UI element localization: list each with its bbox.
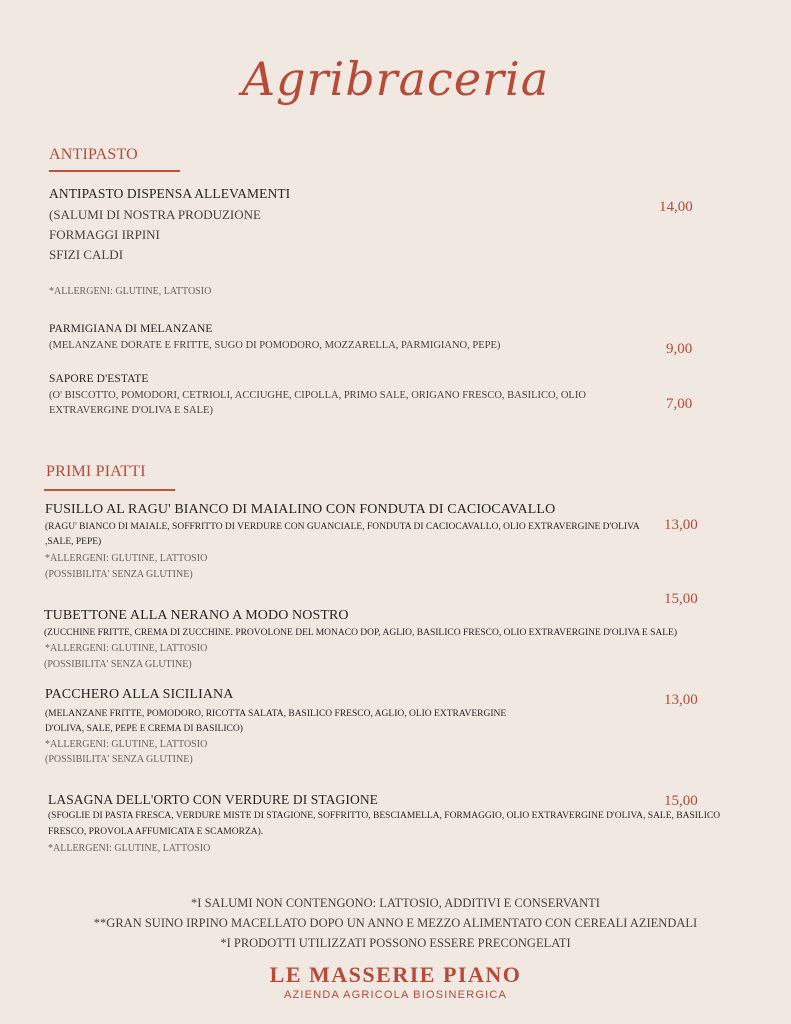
dish-price: 15,00 bbox=[664, 793, 698, 809]
dish-description: FORMAGGI IRPINI bbox=[49, 227, 160, 242]
dish-description: (MELANZANE DORATE E FRITTE, SUGO DI POMODORO, MOZZARELLA, PARMIGIANO, PEPE) bbox=[49, 340, 501, 351]
section-heading-antipasto: ANTIPASTO bbox=[49, 146, 138, 163]
dish-name: PARMIGIANA DI MELANZANE bbox=[49, 323, 213, 335]
dish-description: (SALUMI DI NOSTRA PRODUZIONE bbox=[49, 207, 261, 222]
section-divider bbox=[49, 170, 180, 172]
dish-allergens: *ALLERGENI: GLUTINE, LATTOSIO bbox=[45, 739, 208, 750]
dish-description: (SFOGLIE DI PASTA FRESCA, VERDURE MISTE DI STAGIONE, SOFFRITTO, BESCIAMELLA, FORMAGGIO, OLIO EXTRAVERGINE D'OLIVA, SALE, BASILICO bbox=[48, 811, 721, 821]
dish-description: FRESCO, PROVOLA AFFUMICATA E SCAMORZA). bbox=[48, 827, 264, 837]
dish-allergens: *ALLERGENI: GLUTINE, LATTOSIO bbox=[45, 553, 208, 564]
dish-description: (RAGU' BIANCO DI MAIALE, SOFFRITTO DI VERDURE CON GUANCIALE, FONDUTA DI CACIOCAVALLO, OLIO EXTRAVERGINE D'OLIVA bbox=[45, 522, 640, 532]
dish-name: SAPORE D'ESTATE bbox=[49, 373, 149, 385]
dish-description: SFIZI CALDI bbox=[49, 247, 124, 262]
dish-name: ANTIPASTO DISPENSA ALLEVAMENTI bbox=[49, 186, 291, 201]
dish-description: EXTRAVERGINE D'OLIVA E SALE) bbox=[49, 405, 213, 416]
dish-price: 15,00 bbox=[664, 591, 698, 607]
section-heading-primi: PRIMI PIATTI bbox=[46, 463, 146, 480]
footnote: *I PRODOTTI UTILIZZATI POSSONO ESSERE PRECONGELATI bbox=[220, 936, 571, 950]
dish-price: 13,00 bbox=[664, 517, 698, 533]
dish-allergens: *ALLERGENI: GLUTINE, LATTOSIO bbox=[45, 643, 208, 654]
dish-price: 9,00 bbox=[666, 341, 693, 357]
dish-gluten-free-note: (POSSIBILITA' SENZA GLUTINE) bbox=[45, 569, 193, 580]
footnote: *I SALUMI NON CONTENGONO: LATTOSIO, ADDITIVI E CONSERVANTI bbox=[191, 896, 600, 910]
dish-description: (ZUCCHINE FRITTE, CREMA DI ZUCCHINE. PROVOLONE DEL MONACO DOP, AGLIO, BASILICO FRESCO, OLIO EXTRAVERGINE D'OLIVA E SALE) bbox=[44, 628, 678, 638]
dish-name: LASAGNA DELL'ORTO CON VERDURE DI STAGIONE bbox=[48, 792, 379, 807]
dish-description: ,SALE, PEPE) bbox=[45, 537, 102, 547]
section-divider bbox=[44, 489, 175, 491]
dish-description: D'OLIVA, SALE, PEPE E CREMA DI BASILICO) bbox=[45, 724, 243, 734]
dish-price: 7,00 bbox=[666, 396, 693, 412]
dish-description: (O' BISCOTTO, POMODORI, CETRIOLI, ACCIUGHE, CIPOLLA, PRIMO SALE, ORIGANO FRESCO, BASILICO, OLIO bbox=[49, 390, 586, 401]
dish-gluten-free-note: (POSSIBILITA' SENZA GLUTINE) bbox=[44, 659, 192, 670]
dish-name: PACCHERO ALLA SICILIANA bbox=[45, 687, 234, 702]
footnote: **GRAN SUINO IRPINO MACELLATO DOPO UN ANNO E MEZZO ALIMENTATO CON CEREALI AZIENDALI bbox=[93, 916, 698, 930]
dish-name: FUSILLO AL RAGU' BIANCO DI MAIALINO CON FONDUTA DI CACIOCAVALLO bbox=[45, 502, 556, 517]
dish-allergens: *ALLERGENI: GLUTINE, LATTOSIO bbox=[48, 843, 211, 854]
dish-price: 13,00 bbox=[664, 692, 698, 708]
page-title: Agribraceria bbox=[241, 52, 550, 106]
dish-price: 14,00 bbox=[659, 199, 693, 215]
brand-logo-name: LE MASSERIE PIANO bbox=[269, 962, 522, 987]
dish-allergens: *ALLERGENI: GLUTINE, LATTOSIO bbox=[49, 286, 212, 297]
dish-gluten-free-note: (POSSIBILITA' SENZA GLUTINE) bbox=[45, 754, 193, 765]
brand-tagline: AZIENDA AGRICOLA BIOSINERGICA bbox=[283, 989, 508, 1001]
dish-name: TUBETTONE ALLA NERANO A MODO NOSTRO bbox=[44, 608, 349, 623]
dish-description: (MELANZANE FRITTE, POMODORO, RICOTTA SALATA, BASILICO FRESCO, AGLIO, OLIO EXTRAVERGINE bbox=[45, 709, 507, 719]
